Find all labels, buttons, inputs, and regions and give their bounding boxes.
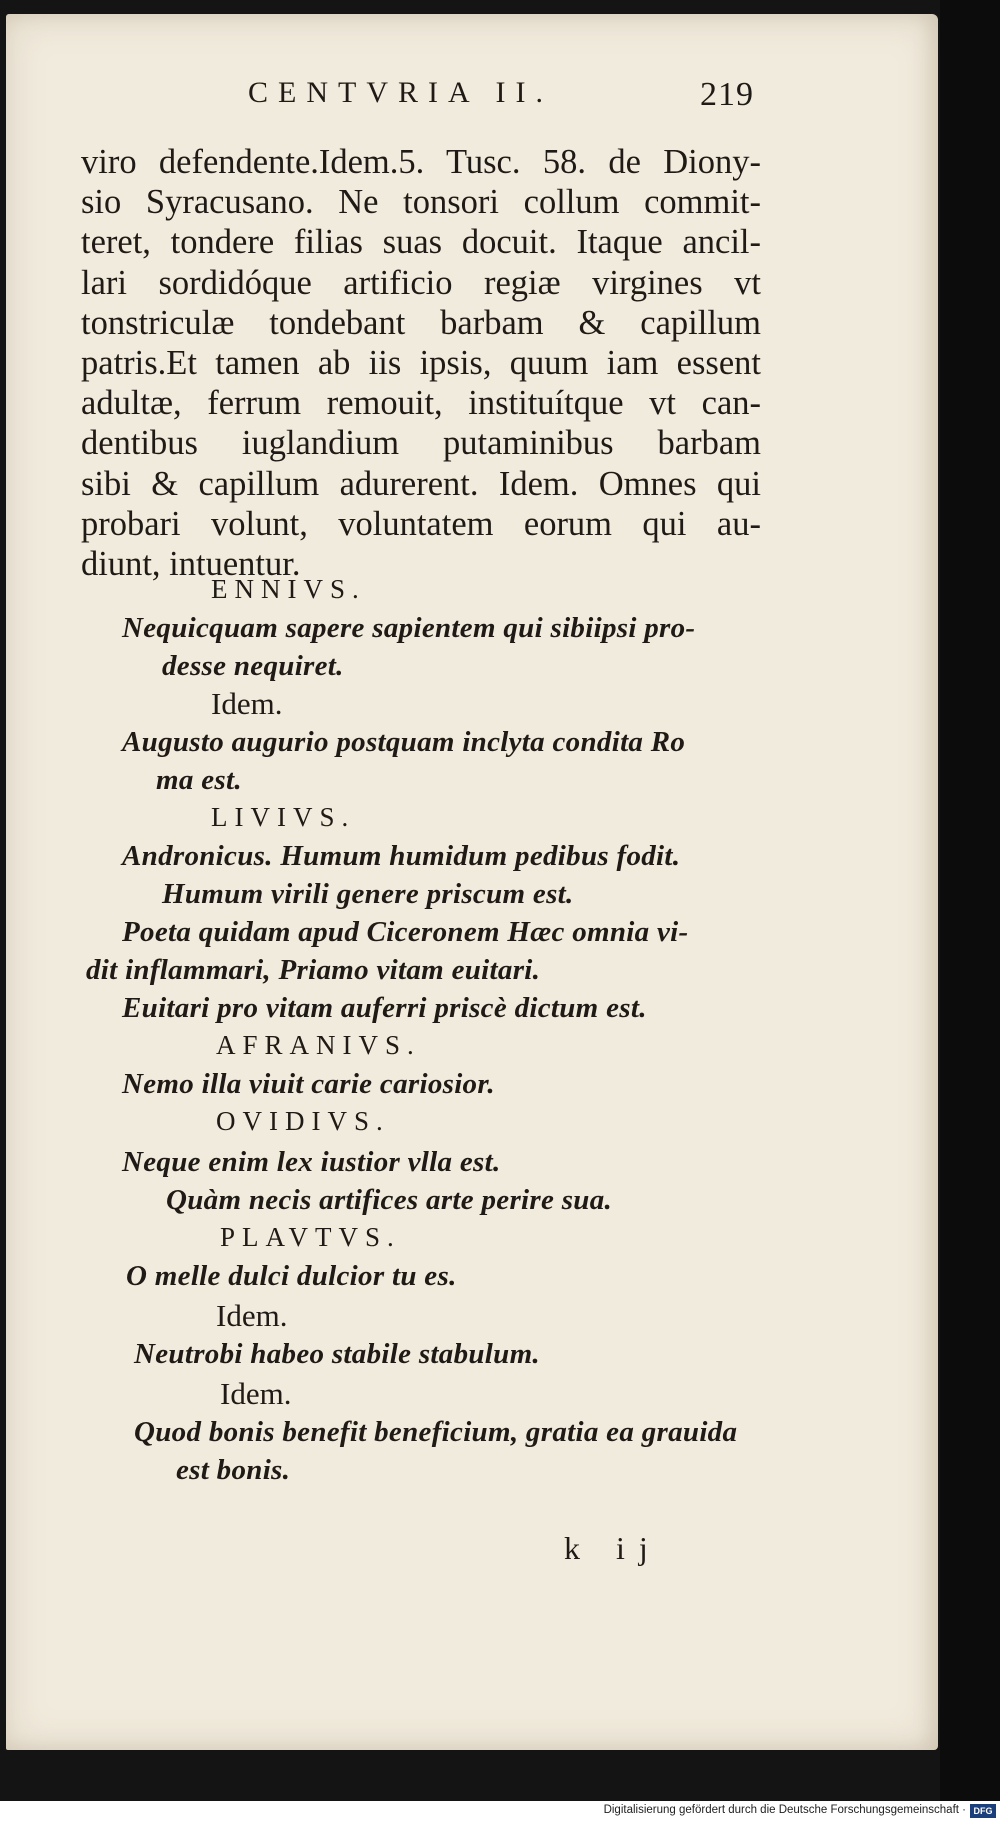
text-line: sio Syracusano. Ne tonsori collum commit- — [81, 183, 761, 222]
text-line: viro defendente.Idem.5. Tusc. 58. de Diony- — [81, 143, 761, 181]
digitization-credit: Digitalisierung gefördert durch die Deutsche Forschungsgemeinschaft · — [603, 1804, 966, 1816]
text-line: patris.Et tamen ab iis ipsis, quum iam essent — [81, 344, 761, 383]
verse-line: Quod bonis benefit beneficium, gratia ea grauida — [134, 1416, 738, 1448]
scan-background-right — [940, 0, 1000, 1822]
text-line: diunt, intuentur. — [81, 545, 301, 584]
author-heading: Idem. — [211, 686, 283, 721]
author-heading: LIVIVS. — [211, 802, 356, 832]
text-line: sibi & capillum adurerent. Idem. Omnes qui — [81, 464, 761, 503]
verse-line: Andronicus. Humum humidum pedibus fodit. — [122, 840, 681, 872]
dfg-logo-icon: DFG — [970, 1804, 996, 1818]
verse-line: Nequicquam sapere sapientem qui sibiipsi pro- — [122, 612, 696, 644]
verse-line: Neutrobi habeo stabile stabulum. — [134, 1338, 540, 1370]
text-line: teret, tondere filias suas docuit. Itaque ancil- — [81, 223, 761, 262]
text-line: lari sordidóque artificio regiæ virgines vt — [81, 263, 761, 302]
verse-line: Quàm necis artifices arte perire sua. — [166, 1184, 613, 1216]
footer-bar — [0, 1801, 1000, 1822]
verse-line: Humum virili genere priscum est. — [162, 878, 574, 910]
verse-line: O melle dulci dulcior tu es. — [126, 1260, 457, 1292]
author-heading: OVIDIVS. — [216, 1106, 390, 1136]
author-heading: PLAVTVS. — [220, 1222, 401, 1252]
author-heading: AFRANIVS. — [216, 1030, 421, 1060]
signature-mark: k ij — [564, 1530, 662, 1566]
verse-line: ma est. — [156, 764, 242, 796]
page-number: 219 — [700, 76, 754, 113]
book-page — [6, 14, 938, 1750]
author-heading: ENNIVS. — [211, 574, 366, 604]
running-title: CENTVRIA II. — [248, 76, 553, 109]
text-line: tonstriculæ tondebant barbam & capillum — [81, 303, 761, 342]
verse-line: Poeta quidam apud Ciceronem Hæc omnia vi- — [122, 916, 689, 948]
verse-line: Nemo illa viuit carie cariosior. — [122, 1068, 495, 1100]
author-heading: Idem. — [220, 1376, 292, 1411]
verse-line: Augusto augurio postquam inclyta condita Ro — [122, 726, 686, 758]
verse-line: est bonis. — [176, 1454, 291, 1486]
verse-line: desse nequiret. — [162, 650, 344, 682]
author-heading: Idem. — [216, 1298, 288, 1333]
verse-line: Euitari pro vitam auferri priscè dictum est. — [122, 992, 647, 1024]
text-line: probari volunt, voluntatem eorum qui au- — [81, 504, 761, 543]
text-line: dentibus iuglandium putaminibus barbam — [81, 424, 761, 463]
verse-line: dit inflammari, Priamo vitam euitari. — [86, 954, 541, 986]
prose-paragraph — [81, 142, 761, 584]
text-line: adultæ, ferrum remouit, instituítque vt can- — [81, 384, 761, 423]
verse-line: Neque enim lex iustior vlla est. — [122, 1146, 501, 1178]
